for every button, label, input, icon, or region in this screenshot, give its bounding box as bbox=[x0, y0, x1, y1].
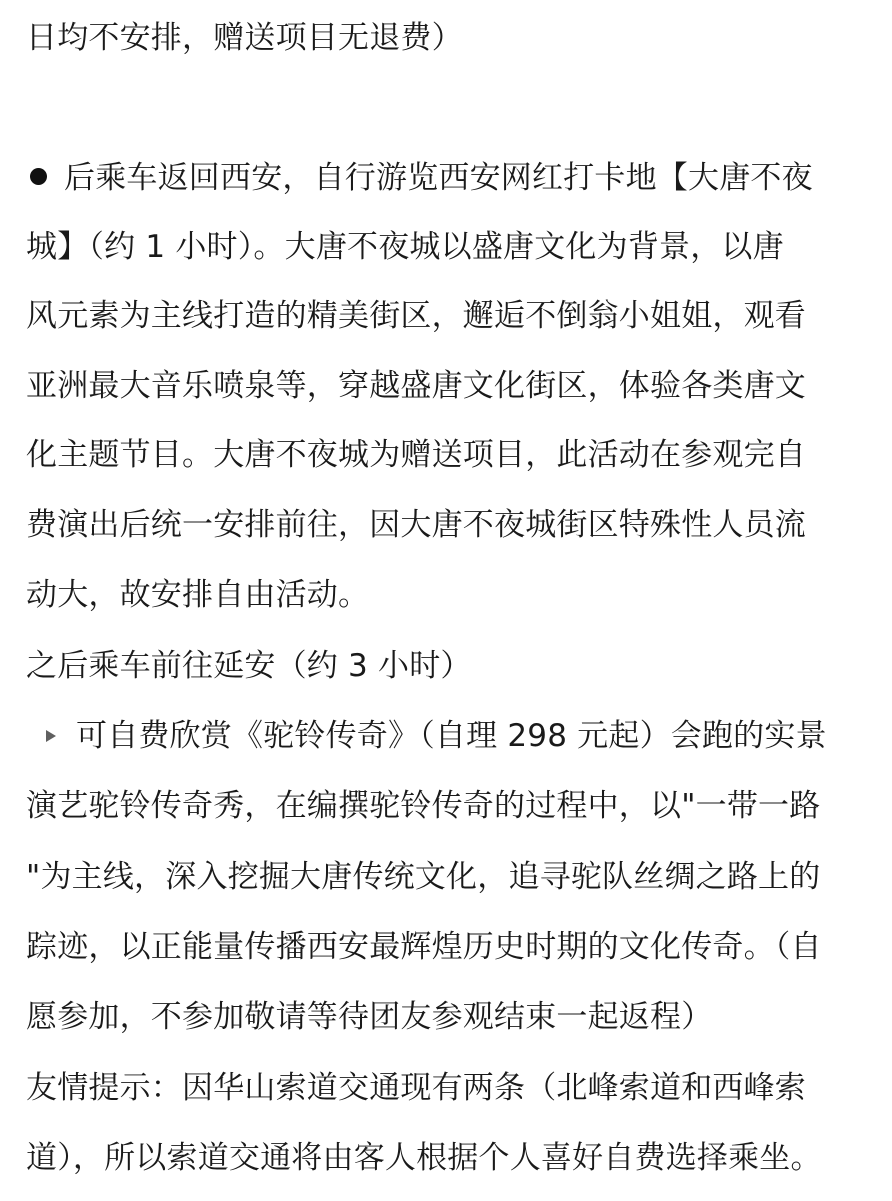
text-line: 城】（约 1 小时）。大唐不夜城以盛唐文化为背景，以唐 bbox=[26, 229, 784, 265]
bullet-list-item bbox=[26, 158, 813, 198]
text-line: 之后乘车前往延安（约 3 小时） bbox=[26, 648, 472, 684]
text-line: 日均不安排，赠送项目无退费） bbox=[26, 20, 463, 56]
text-line: 愿参加，不参加敬请等待团友参观结束一起返程） bbox=[26, 999, 713, 1035]
text-line: 费演出后统一安排前往，因大唐不夜城街区特殊性人员流 bbox=[26, 507, 806, 543]
text-line: 亚洲最大音乐喷泉等，穿越盛唐文化街区，体验各类唐文 bbox=[26, 368, 806, 404]
sub-bullet-list-item bbox=[26, 716, 827, 756]
triangle-bullet-icon bbox=[46, 730, 56, 742]
text-line: 后乘车返回西安，自行游览西安网红打卡地【大唐不夜 bbox=[64, 160, 813, 196]
text-line: 友情提示：因华山索道交通现有两条（北峰索道和西峰索 bbox=[26, 1070, 806, 1106]
text-line: 化主题节目。大唐不夜城为赠送项目，此活动在参观完自 bbox=[26, 437, 806, 473]
text-line: 道），所以索道交通将由客人根据个人喜好自费选择乘坐。 bbox=[26, 1140, 822, 1176]
text-line: 可自费欣赏《驼铃传奇》（自理 298 元起）会跑的实景 bbox=[76, 718, 827, 754]
text-line: 动大，故安排自由活动。 bbox=[26, 577, 370, 613]
text-line: 踪迹，以正能量传播西安最辉煌历史时期的文化传奇。（自 bbox=[26, 929, 822, 965]
text-line: 风元素为主线打造的精美街区，邂逅不倒翁小姐姐，观看 bbox=[26, 298, 806, 334]
text-line: "为主线，深入挖掘大唐传统文化，追寻驼队丝绸之路上的 bbox=[26, 859, 821, 895]
bullet-dot-icon bbox=[30, 168, 47, 185]
text-line: 演艺驼铃传奇秀，在编撰驼铃传奇的过程中，以"一带一路 bbox=[26, 788, 821, 824]
